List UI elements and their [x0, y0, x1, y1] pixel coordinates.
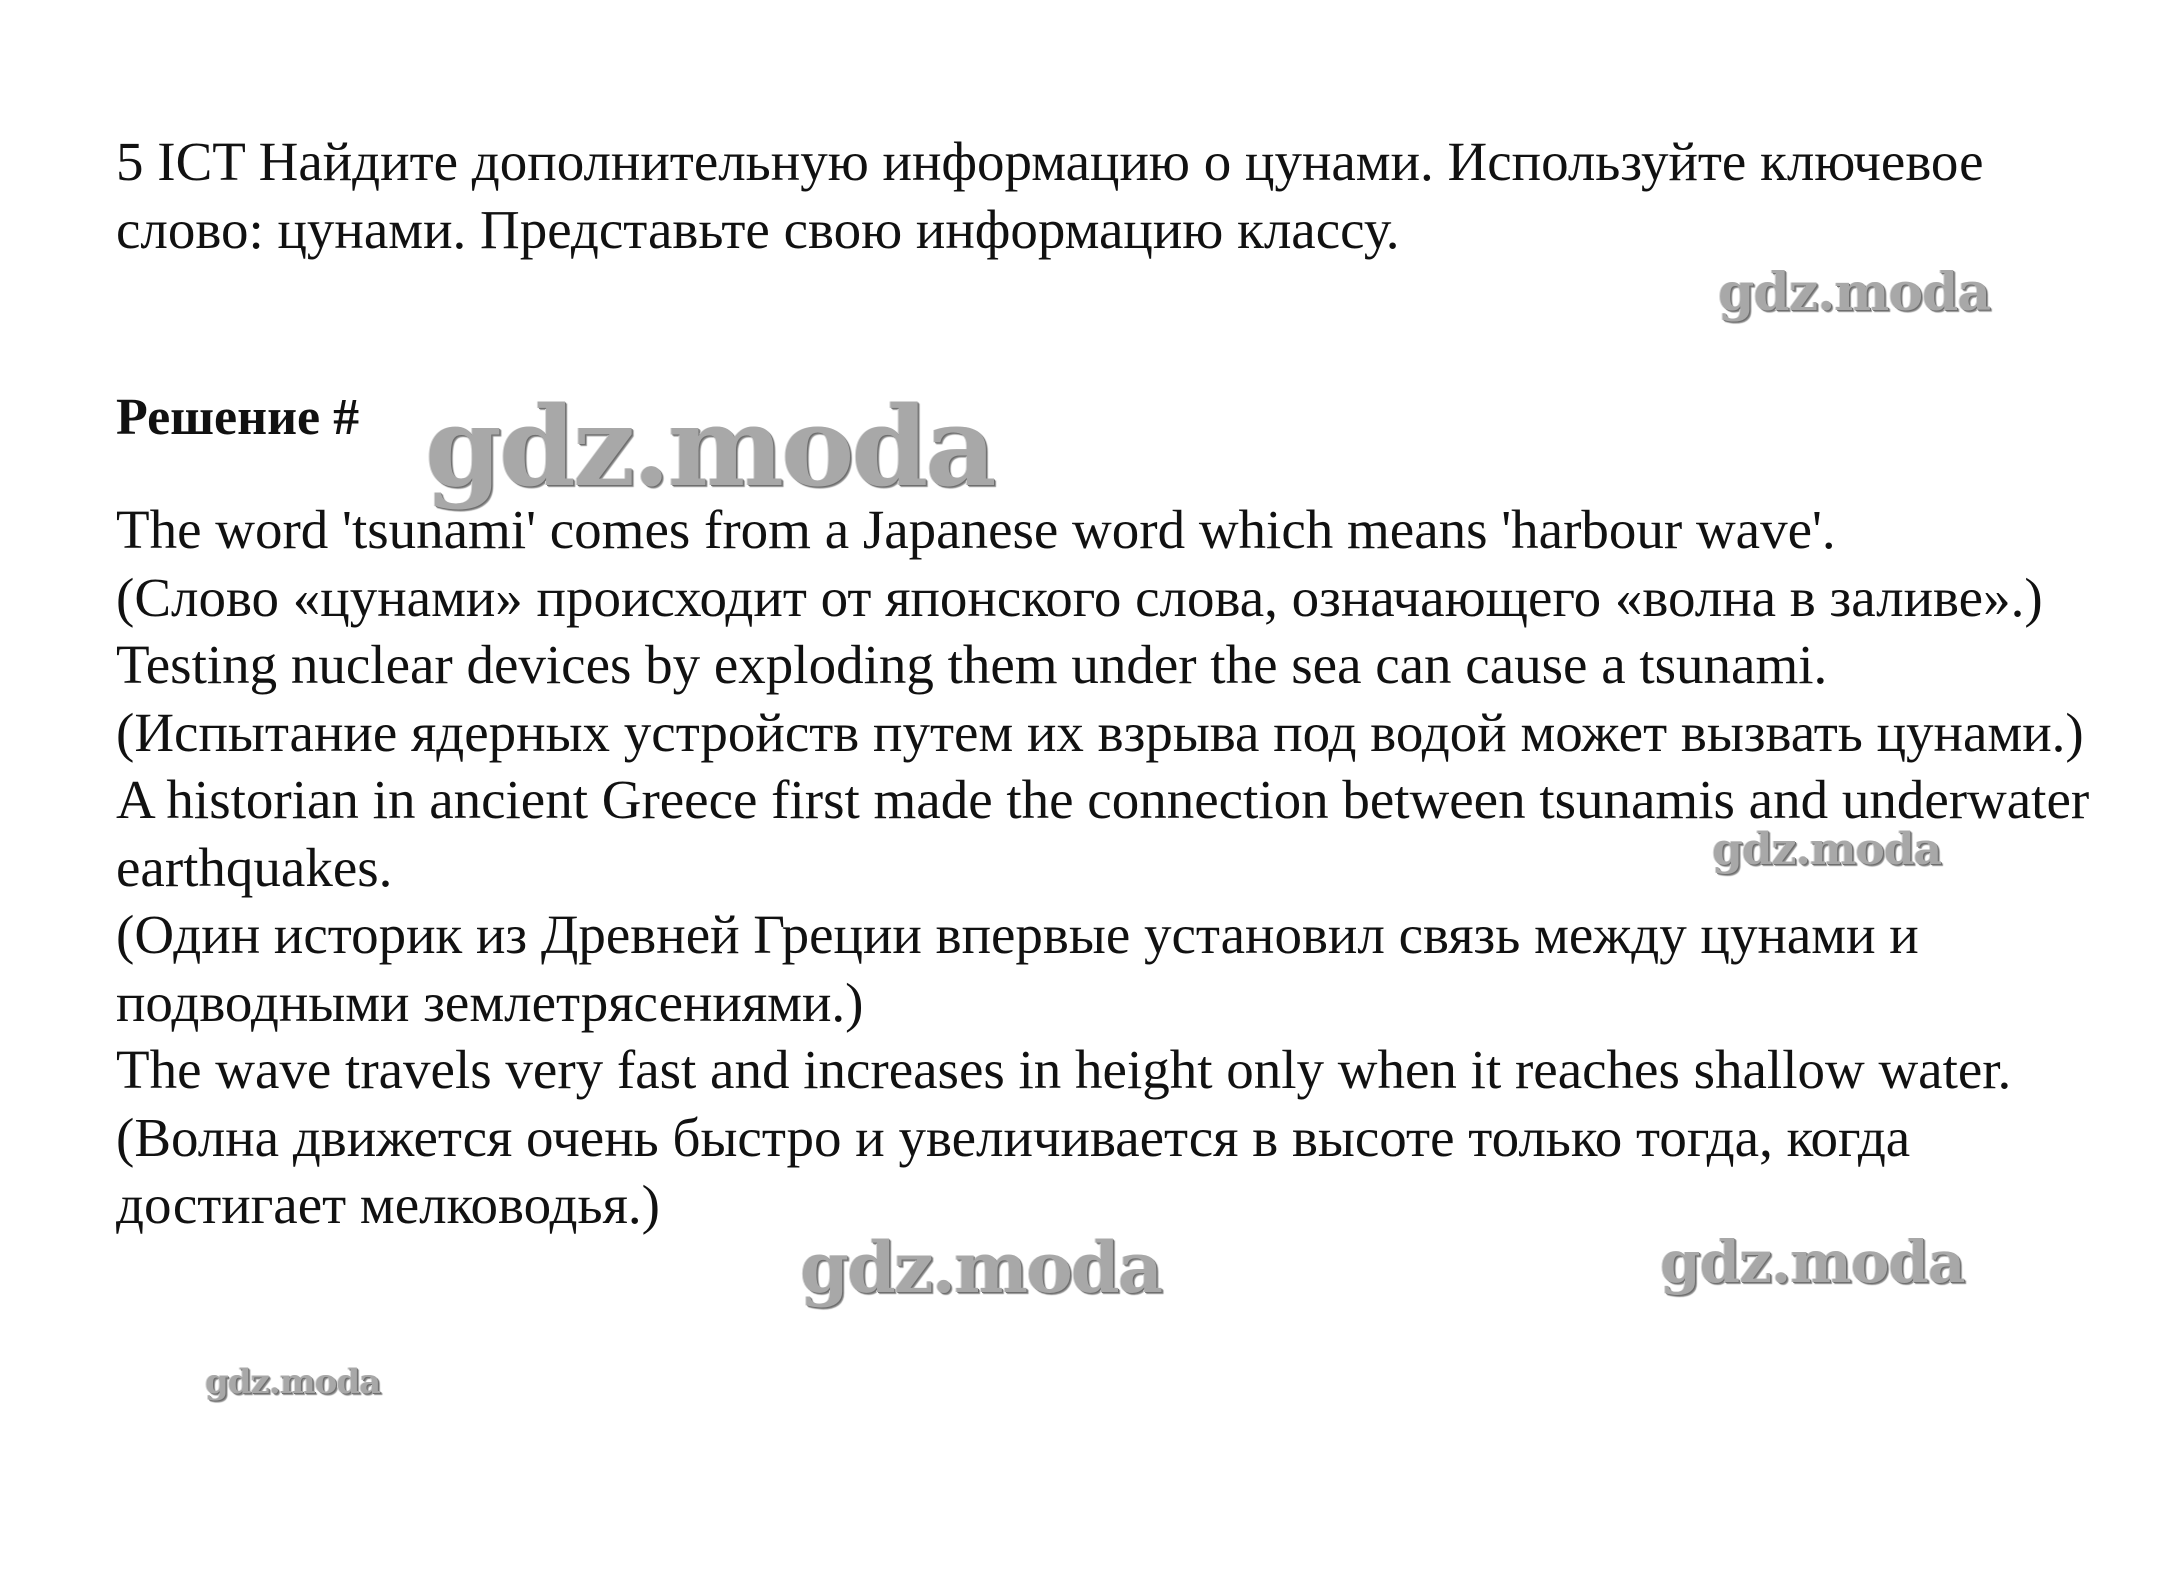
- solution-heading: Решение #: [116, 389, 360, 446]
- task-text: 5 ICT Найдите дополнительную информацию о цунами. Используйте ключевое слово: цунами. Представьте свою информацию классу.: [116, 131, 1984, 260]
- solution-paragraph-4-en: The wave travels very fast and increases in height only when it reaches shallow water.: [116, 1039, 2012, 1100]
- watermark-logo: gdz.moda: [1660, 1228, 1965, 1296]
- solution-paragraph-1-ru: (Слово «цунами» происходит от японского слова, означающего «волна в заливе».): [116, 566, 2043, 628]
- solution-paragraph-2-ru: (Испытание ядерных устройств путем их взрыва под водой может вызвать цунами.): [116, 701, 2084, 763]
- solution-paragraph-2-en: Testing nuclear devices by exploding them under the sea can cause a tsunami.: [116, 634, 1828, 695]
- solution-paragraph-4-ru: (Волна движется очень быстро и увеличивается в высоте только тогда, когда достигает мелководья.): [116, 1106, 1911, 1235]
- watermark-logo: gdz.moda: [205, 1362, 381, 1402]
- watermark-logo: gdz.moda: [800, 1226, 1162, 1309]
- solution-paragraph-3-ru: (Один историк из Древней Греции впервые установил связь между цунами и подводными землетрясениями.): [116, 904, 1919, 1033]
- watermark-logo: gdz.moda: [1718, 262, 1991, 323]
- solution-paragraph-3-en: A historian in ancient Greece first made the connection between tsunamis and underwater earthquakes.: [116, 769, 2090, 898]
- watermark-logo: gdz.moda: [425, 382, 994, 511]
- watermark-logo: gdz.moda: [1712, 824, 1942, 875]
- solution-paragraph-1-en: The word 'tsunami' comes from a Japanese word which means 'harbour wave'.: [116, 499, 1836, 560]
